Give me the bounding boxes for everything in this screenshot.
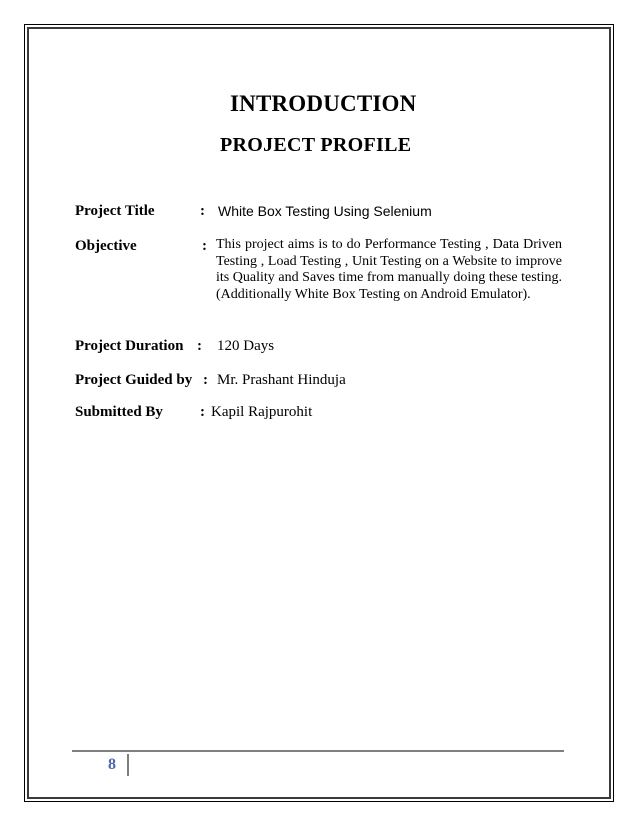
field-label: Submitted By	[75, 404, 163, 420]
field-value: Kapil Rajpurohit	[211, 404, 313, 420]
field-label: Objective	[75, 238, 137, 254]
field-colon: :	[200, 203, 205, 219]
field-colon: :	[203, 372, 208, 388]
field-colon: :	[197, 338, 202, 354]
field-colon: :	[200, 404, 205, 420]
footer-rule	[72, 750, 564, 752]
footer-divider	[127, 754, 129, 776]
field-value: This project aims is to do Performance Testing , Data Driven Testing , Load Testing , Unit Testing on a Website to improve its Quality and Saves time from manually doing these testing.(Additionally White Box Testing on Android Emulator).	[216, 237, 562, 302]
page-heading: INTRODUCTION	[230, 91, 417, 116]
field-label: Project Guided by	[75, 372, 193, 388]
field-value: Mr. Prashant Hinduja	[217, 372, 346, 388]
field-label: Project Duration	[75, 338, 184, 354]
field-label: Project Title	[75, 203, 155, 219]
page-subheading: PROJECT PROFILE	[220, 134, 412, 156]
field-value: White Box Testing Using Selenium	[218, 203, 432, 219]
field-colon: :	[202, 238, 207, 254]
page-number: 8	[108, 756, 116, 773]
field-value: 120 Days	[217, 338, 275, 354]
